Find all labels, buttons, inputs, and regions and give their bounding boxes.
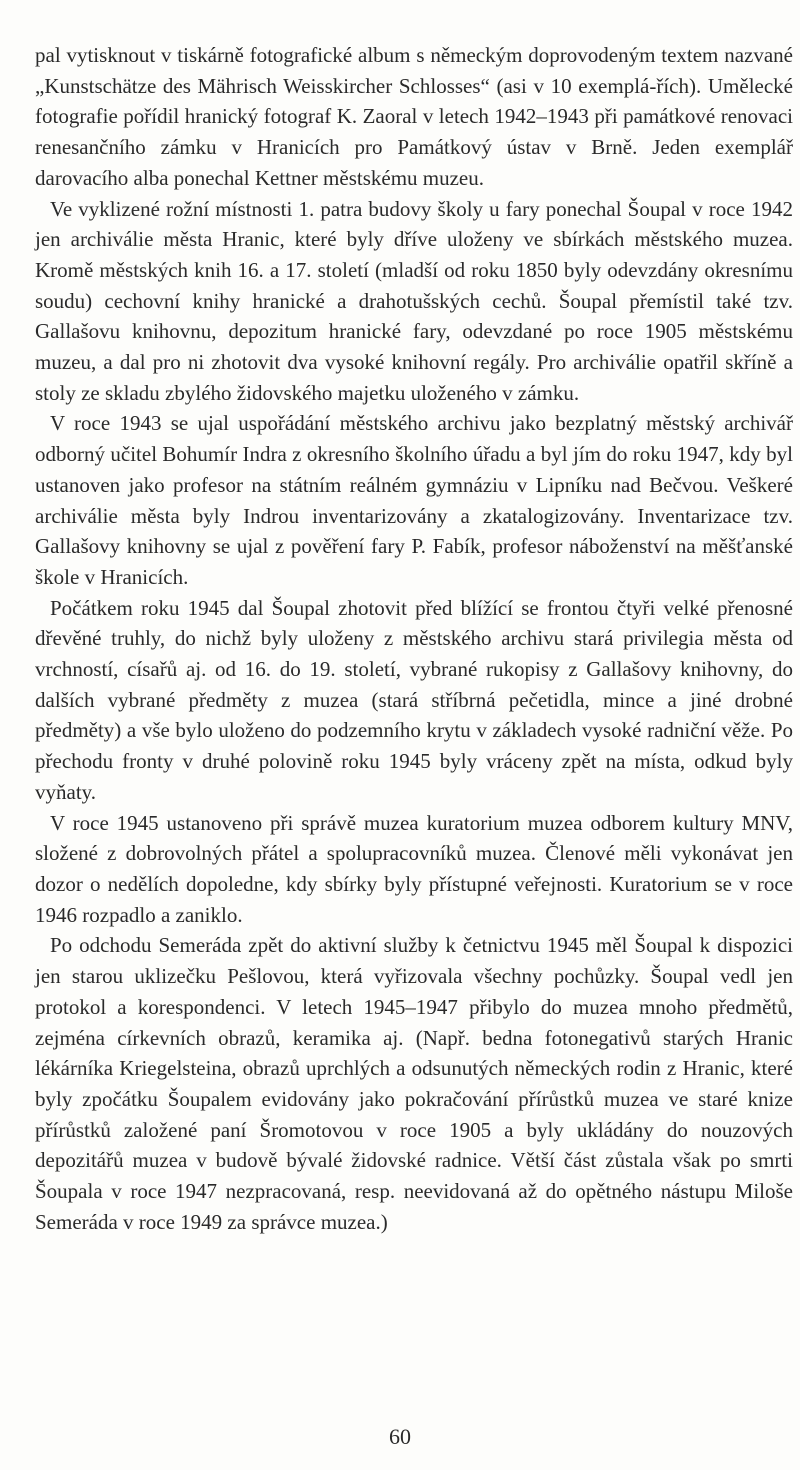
page-number: 60 <box>389 1424 411 1449</box>
paragraph-6: Po odchodu Semeráda zpět do aktivní služby k četnictvu 1945 měl Šoupal k dispozici jen starou uklizečku Pešlovou, která vyřizovala všechny pochůzky. Šoupal vedl jen protokol a korespondenci. V letech 1945–1947 přibylo do muzea mnoho předmětů, zejména církevních obrazů, keramika aj. (Např. bedna fotonegativů starých Hranic lékárníka Kriegelsteina, obrazů uprchlých a odsunutých německých rodin z Hranic, které byly zpočátku Šoupalem evidovány jako pokračování přírůstků muzea ve staré knize přírůstků založené paní Šromotovou v roce 1905 a byly ukládány do nouzových depozitářů muzea v budově bývalé židovské radnice. Větší část zůstala však po smrti Šoupala v roce 1947 nezpracovaná, resp. neevidovaná až do opětného nástupu Miloše Semeráda v roce 1949 za správce muzea.) <box>35 933 793 1234</box>
paragraph-2: Ve vyklizené rožní místnosti 1. patra budovy školy u fary ponechal Šoupal v roce 1942 jen archiválie města Hranic, které byly dříve uloženy ve sbírkách městského muzea. Kromě městských knih 16. a 17. století (mladší od roku 1850 byly odevzdány okresnímu soudu) cechovní knihy hranické a drahotušských cechů. Šoupal přemístil také tzv. Gallašovu knihovnu, depozitum hranické fary, odevzdané po roce 1905 městskému muzeu, a dal pro ni zhotovit dva vysoké knihovní regály. Pro archiválie opatřil skříně a stoly ze skladu zbylého židovského majetku uloženého v zámku. <box>35 196 793 405</box>
body-text <box>35 40 793 1237</box>
paragraph-1: pal vytisknout v tiskárně fotografické album s německým doprovodeným textem nazvané „Kunstschätze des Mährisch Weisskircher Schlosses“ (asi v 10 exemplá-řích). Umělecké fotografie pořídil hranický fotograf K. Zaoral v letech 1942–1943 při památkové renovaci renesančního zámku v Hranicích pro Památkový ústav v Brně. Jeden exemplář darovacího alba ponechal Kettner městskému muzeu. <box>35 43 793 190</box>
paragraph-5: V roce 1945 ustanoveno při správě muzea kuratorium muzea odborem kultury MNV, složené z dobrovolných přátel a spolupracovníků muzea. Členové měli vykonávat jen dozor o nedělích dopoledne, kdy sbírky byly přístupné veřejnosti. Kuratorium se v roce 1946 rozpadlo a zaniklo. <box>35 810 793 927</box>
paragraph-4: Počátkem roku 1945 dal Šoupal zhotovit před blížící se frontou čtyři velké přenosné dřevěné truhly, do nichž byly uloženy z městského archivu stará privilegia města od vrchností, císařů aj. od 16. do 19. století, vybrané rukopisy z Gallašovy knihovny, do dalších vybrané předměty z muzea (stará stříbrná pečetidla, mince a jiné drobné předměty) a vše bylo uloženo do podzemního krytu v základech vysoké radniční věže. Po přechodu fronty v druhé polovině roku 1945 byly vráceny zpět na místa, odkud byly vyňaty. <box>35 595 793 804</box>
paragraph-3: V roce 1943 se ujal uspořádání městského archivu jako bezplatný městský archivář odborný učitel Bohumír Indra z okresního školního úřadu a byl jím do roku 1947, kdy byl ustanoven jako profesor na státním reálném gymnáziu v Lipníku nad Bečvou. Veškeré archiválie města byly Indrou inventarizovány a zkatalogizovány. Inventarizace tzv. Gallašovy knihovny se ujal z pověření fary P. Fabík, profesor náboženství na měšťanské škole v Hranicích. <box>35 411 793 589</box>
